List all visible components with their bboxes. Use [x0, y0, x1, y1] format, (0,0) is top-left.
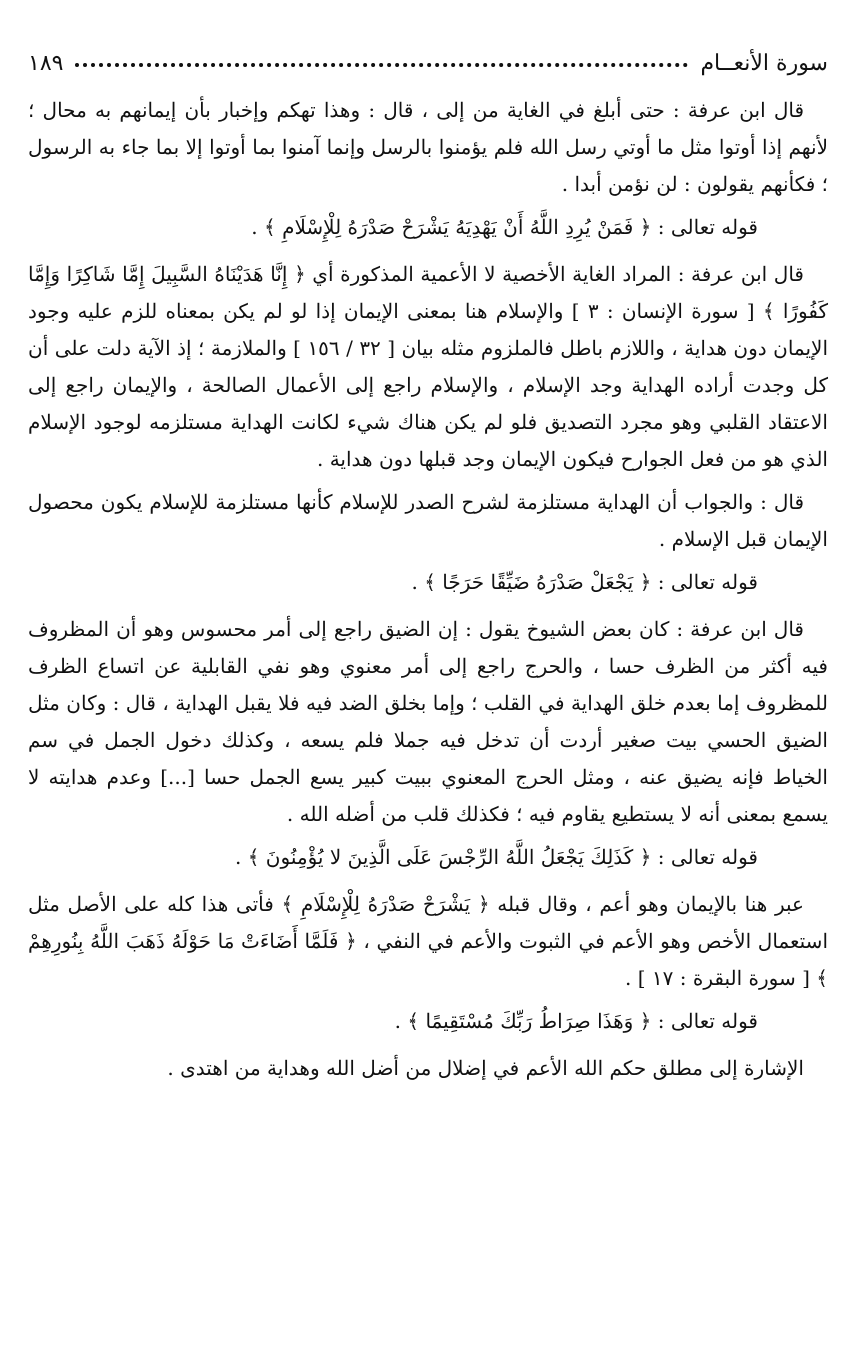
verse-heading: قوله تعالى : ﴿ فَمَنْ يُرِدِ اللَّهُ أَنْ يَهْدِيَهُ يَشْرَحْ صَدْرَهُ لِلْإِسْلَامِ ﴾ . — [251, 215, 758, 239]
commentary-paragraph: عبر هنا بالإيمان وهو أعم ، وقال قبله ﴿ يَشْرَحْ صَدْرَهُ لِلْإِسْلَامِ ﴾ فأتى هذا كله على الأصل مثل استعمال الأخص وهو الأعم في الثبوت والأعم في النفي ، ﴿ فَلَمَّا أَضَاءَتْ مَا حَوْلَهُ ذَهَبَ اللَّهُ بِنُورِهِمْ ﴾ [ سورة البقرة : ١٧ ] . — [28, 892, 828, 990]
surah-title: سورة الأنعــام — [700, 50, 828, 76]
commentary-paragraph: قال : والجواب أن الهداية مستلزمة لشرح الصدر للإسلام كأنها مستلزمة للإسلام يكون محصول الإيمان قبل الإسلام . — [28, 490, 828, 551]
commentary-paragraph: قال ابن عرفة : حتى أبلغ في الغاية من إلى ، قال : وهذا تهكم وإخبار بأن إيمانهم به محال ؛ لأنهم إذا أوتوا مثل ما أوتي رسل الله فلم يؤمنوا بالرسل وإنما آمنوا بما أوتوا إلا بما جاء به الرسول ؛ فكأنهم يقولون : لن نؤمن أبدا . — [28, 98, 828, 196]
dotted-leader — [75, 63, 688, 67]
page-number: ١٨٩ — [28, 50, 64, 76]
commentary-paragraph: الإشارة إلى مطلق حكم الله الأعم في إضلال من أضل الله وهداية من اهتدى . — [167, 1056, 804, 1080]
running-header — [28, 44, 828, 82]
commentary-paragraph: قال ابن عرفة : المراد الغاية الأخصية لا الأعمية المذكورة أي ﴿ إِنَّا هَدَيْنَاهُ السَّبِيلَ إِمَّا شَاكِرًا وَإِمَّا كَفُورًا ﴾ [ سورة الإنسان : ٣ ] والإسلام هنا بمعنى الإيمان إذا لو لم يكن بمعناه للزم عليه وجود الإيمان دون هداية ، واللازم باطل فالملزوم مثله بيان [ ٣٢ / ١٥٦ ] والملازمة ؛ إذ الآية دلت على أن كل وجدت أراده الهداية وجد الإسلام ، والإسلام راجع إلى الأعمال الصالحة ، والإيمان راجع إلى الاعتقاد القلبي وهو مجرد التصديق فلو لم يكن هناك شيء لكانت الهداية مستلزمه لوجود الإسلام الذي هو من فعل الجوارح فيكون الإيمان وجد قبلها دون هداية . — [28, 262, 829, 471]
verse-heading: قوله تعالى : ﴿ يَجْعَلْ صَدْرَهُ ضَيِّقًا حَرَجًا ﴾ . — [411, 570, 758, 594]
verse-heading: قوله تعالى : ﴿ كَذَلِكَ يَجْعَلُ اللَّهُ الرِّجْسَ عَلَى الَّذِينَ لا يُؤْمِنُونَ ﴾ . — [235, 845, 758, 869]
page-body — [28, 92, 828, 1087]
verse-heading: قوله تعالى : ﴿ وَهَذَا صِرَاطُ رَبِّكَ مُسْتَقِيمًا ﴾ . — [394, 1009, 758, 1033]
commentary-paragraph: قال ابن عرفة : كان بعض الشيوخ يقول : إن الضيق راجع إلى أمر محسوس وهو أن المظروف فيه أكثر من الظرف حسا ، والحرج راجع إلى أمر معنوي وهو نفي القابلية عن اتساع الظرف للمظروف إما بعدم خلق الهداية في القلب ؛ وإما بخلق الضد فيه فلا يقبل الهداية ، قال : وكان مثل الضيق الحسي بيت صغير أردت أن تدخل فيه جملا فلم يسعه ، وكذلك دخول الجمل في سم الخياط فإنه يضيق عنه ، ومثل الحرج المعنوي ببيت كبير يسع الجمل حسا [...] وعدم هدايته لا يسمع بمعنى أنه لا يستطيع يقاوم فيه ؛ فكذلك قلب من أضله الله . — [28, 617, 828, 826]
